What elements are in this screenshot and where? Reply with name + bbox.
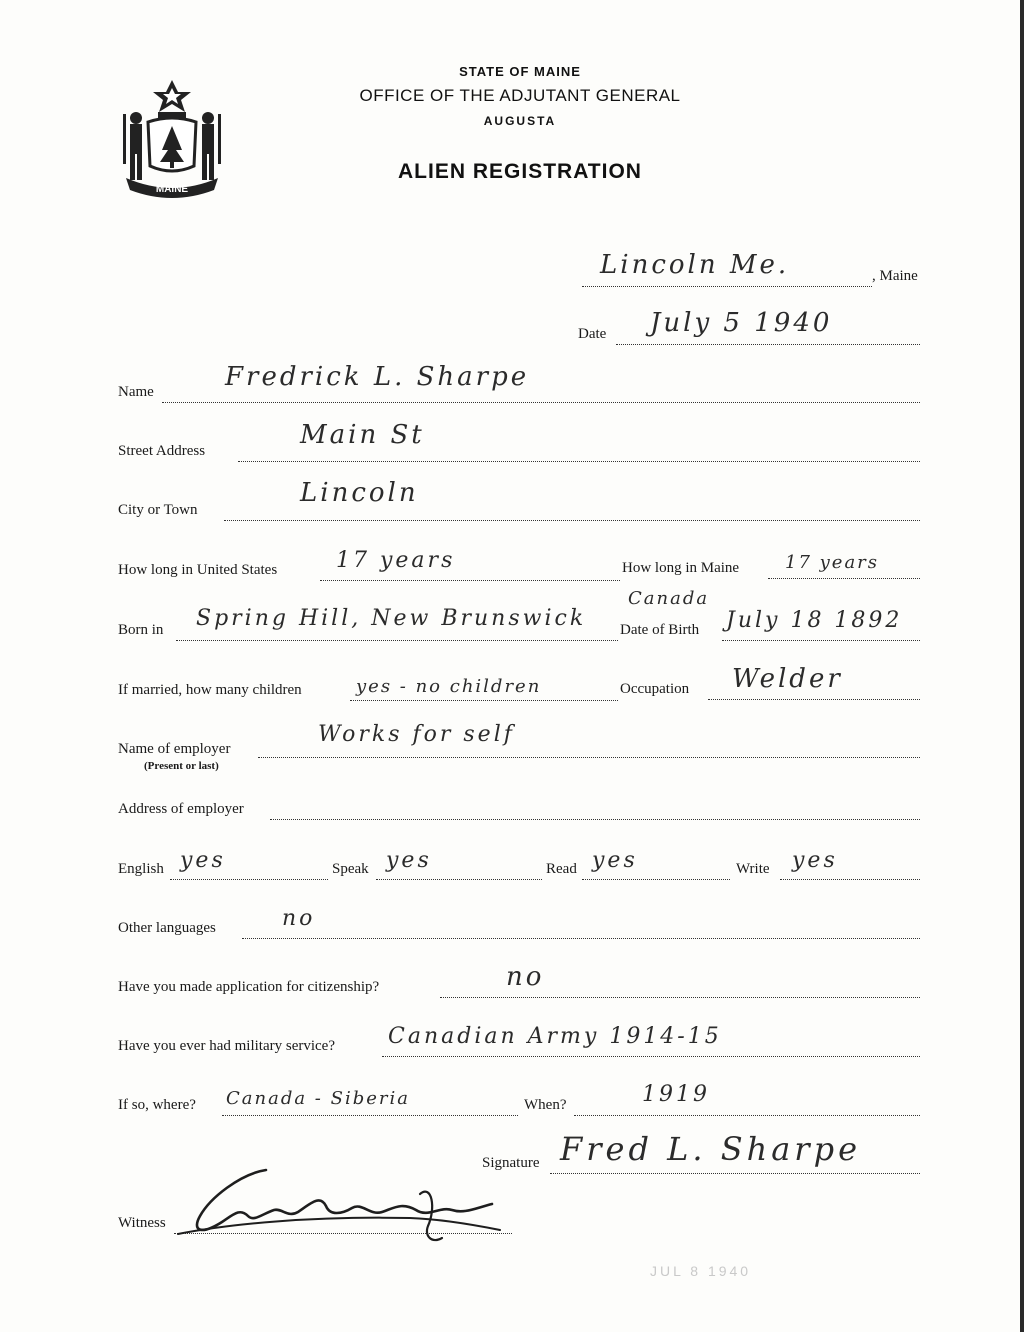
how-long-maine-line <box>768 578 920 579</box>
name-label: Name <box>118 384 154 400</box>
city-value: Lincoln <box>300 478 419 508</box>
where-value: Canada - Siberia <box>226 1088 410 1109</box>
english-line <box>170 879 328 880</box>
employer-name-value: Works for self <box>318 722 515 747</box>
speak-line <box>376 879 542 880</box>
born-in-label: Born in <box>118 622 164 638</box>
city-label: City or Town <box>118 502 198 518</box>
employer-address-line <box>270 819 920 820</box>
form-title: ALIEN REGISTRATION <box>398 160 642 183</box>
employer-address-label: Address of employer <box>118 801 244 817</box>
date-of-birth-label: Date of Birth <box>620 622 700 638</box>
when-label: When? <box>524 1097 567 1113</box>
street-address-line <box>238 461 920 462</box>
scan-edge <box>1020 0 1024 1332</box>
street-address-label: Street Address <box>118 443 206 459</box>
occupation-label: Occupation <box>620 681 690 697</box>
married-label: If married, how many children <box>118 682 302 698</box>
signature-line <box>550 1173 920 1174</box>
header-state: STATE OF MAINE <box>459 64 581 79</box>
date-line <box>616 344 920 345</box>
how-long-maine-label: How long in Maine <box>622 560 740 576</box>
where-line <box>222 1115 518 1116</box>
english-value: yes <box>180 848 226 873</box>
seal-ribbon-text: MAINE <box>155 184 189 195</box>
speak-label: Speak <box>332 861 369 877</box>
other-languages-value: no <box>282 906 316 931</box>
citizenship-label: Have you made application for citizenship? <box>118 979 380 995</box>
name-value: Fredrick L. Sharpe <box>225 362 530 392</box>
born-in-value: Spring Hill, New Brunswick <box>196 606 587 631</box>
how-long-us-label: How long in United States <box>118 562 278 578</box>
read-value: yes <box>592 848 638 873</box>
received-stamp: JUL 8 1940 <box>650 1263 752 1279</box>
born-in-line <box>176 640 618 641</box>
occupation-line <box>708 699 920 700</box>
how-long-maine-value: 17 years <box>785 552 880 573</box>
maine-state-seal-icon <box>118 78 226 200</box>
other-languages-line <box>242 938 920 939</box>
when-value: 1919 <box>642 1082 710 1107</box>
speak-value: yes <box>386 848 432 873</box>
write-line <box>780 879 920 880</box>
where-label: If so, where? <box>118 1097 196 1113</box>
how-long-us-value: 17 years <box>336 548 456 573</box>
date-label: Date <box>578 326 607 342</box>
how-long-us-line <box>320 580 620 581</box>
occupation-value: Welder <box>732 664 843 694</box>
read-label: Read <box>546 861 577 877</box>
witness-signature <box>170 1164 510 1254</box>
date-value: July 5 1940 <box>650 308 833 338</box>
employer-name-sublabel: (Present or last) <box>144 760 219 772</box>
military-line <box>382 1056 920 1057</box>
place-suffix: , Maine <box>872 268 918 284</box>
military-label: Have you ever had military service? <box>118 1038 335 1054</box>
other-languages-label: Other languages <box>118 920 216 936</box>
date-of-birth-value: July 18 1892 <box>726 608 903 633</box>
employer-name-label: Name of employer <box>118 741 231 757</box>
born-in-note: Canada <box>628 588 710 609</box>
date-of-birth-line <box>722 640 920 641</box>
header-city: AUGUSTA <box>483 114 557 128</box>
military-value: Canadian Army 1914-15 <box>388 1024 722 1049</box>
city-line <box>224 520 920 521</box>
header-office: OFFICE OF THE ADJUTANT GENERAL <box>359 86 681 105</box>
married-line <box>350 700 618 701</box>
write-value: yes <box>792 848 838 873</box>
citizenship-value: no <box>506 962 545 992</box>
place-value: Lincoln Me. <box>600 250 790 280</box>
english-label: English <box>118 861 164 877</box>
write-label: Write <box>736 861 770 877</box>
married-value: yes - no children <box>356 676 542 697</box>
witness-label: Witness <box>118 1215 166 1231</box>
signature-label: Signature <box>482 1155 540 1171</box>
when-line <box>574 1115 920 1116</box>
signature-value: Fred L. Sharpe <box>560 1130 862 1168</box>
read-line <box>582 879 730 880</box>
employer-name-line <box>258 757 920 758</box>
street-address-value: Main St <box>300 420 425 450</box>
name-line <box>162 402 920 403</box>
place-line <box>582 286 872 287</box>
citizenship-line <box>440 997 920 998</box>
